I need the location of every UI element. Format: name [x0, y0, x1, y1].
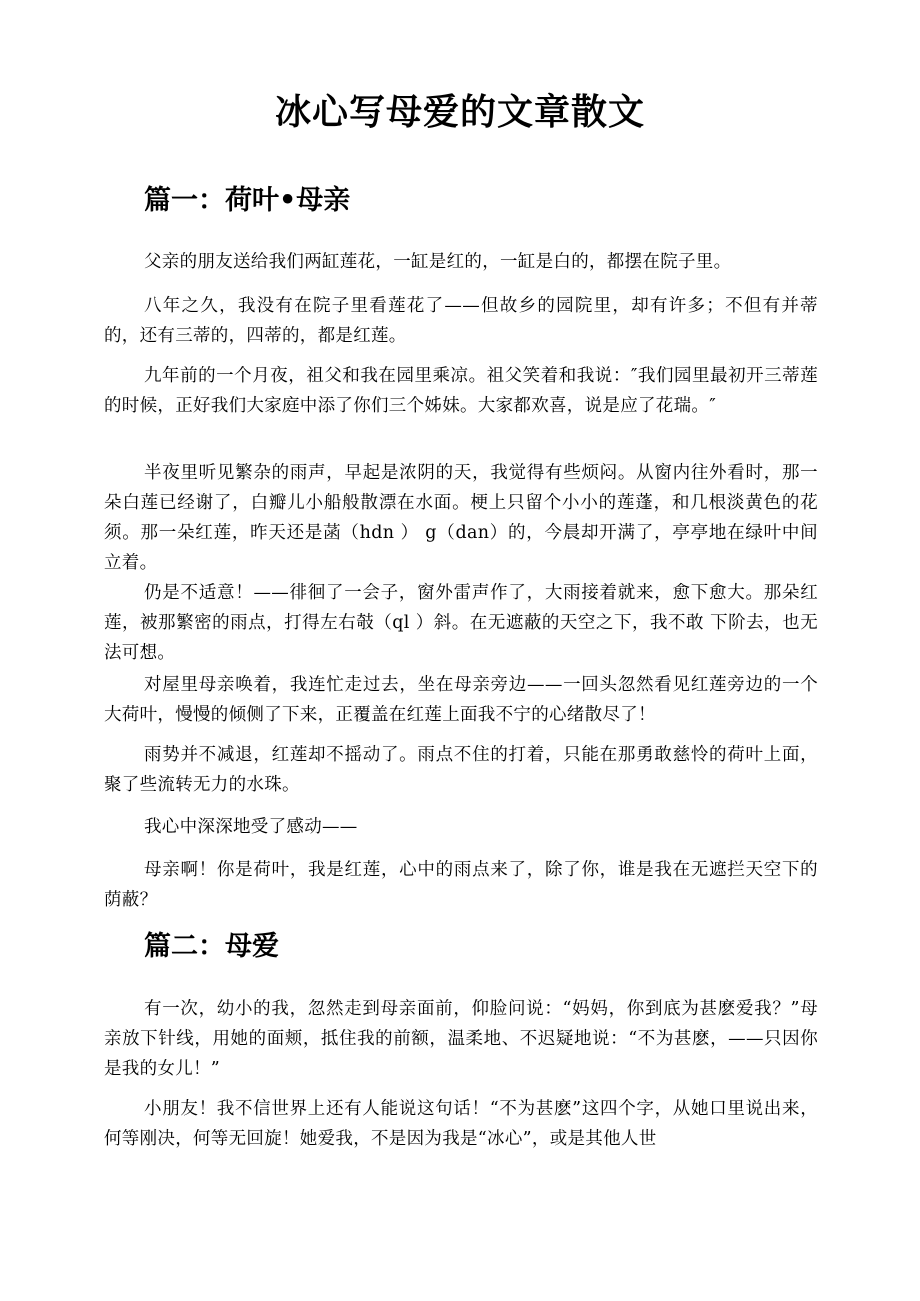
section-heading-1: 篇一：荷叶•母亲	[144, 185, 351, 216]
paragraph: 我心中深深地受了感动——	[144, 817, 358, 837]
document-title: 冰心写母爱的文章散文	[274, 91, 645, 133]
paragraph: 雨势并不减退，红莲却不摇动了。雨点不住的打着，只能在那勇敢慈怜的荷叶上面，聚了些流转无力的水珠。	[104, 745, 818, 795]
paragraph: 半夜里听见繁杂的雨声，早起是浓阴的天，我觉得有些烦闷。从窗内往外看时，那一朵白莲已经谢了，白瓣儿小船般散漂在水面。梗上只留个小小的莲蓬，和几根淡黄色的花须。那一朵红莲，昨天还是菡（hdn ） g（dan）的，今晨却开满了，亭亭地在绿叶中间立着。	[104, 463, 818, 573]
paragraph: 仍是不适意！——徘徊了一会子，窗外雷声作了，大雨接着就来，愈下愈大。那朵红莲，被那繁密的雨点，打得左右攲（ql ）斜。在无遮蔽的天空之下，我不敢 下阶去，也无法可想。	[104, 583, 818, 663]
paragraph: 小朋友！我不信世界上还有人能说这句话！“不为甚麽”这四个字，从她口里说出来，何等刚决，何等无回旋！她爱我，不是因为我是“冰心”，或是其他人世	[104, 1099, 818, 1149]
paragraph: 对屋里母亲唤着，我连忙走过去，坐在母亲旁边——一回头忽然看见红莲旁边的一个大荷叶，慢慢的倾侧了下来，正覆盖在红莲上面我不宁的心绪散尽了！	[104, 675, 818, 725]
paragraph: 有一次，幼小的我，忽然走到母亲面前，仰脸问说：“妈妈，你到底为甚麽爱我？”母亲放下针线，用她的面颊，抵住我的前额，温柔地、不迟疑地说：“不为甚麽，——只因你是我的女儿！”	[104, 999, 818, 1079]
paragraph: 九年前的一个月夜，祖父和我在园里乘凉。祖父笑着和我说：″我们园里最初开三蒂莲的时候，正好我们大家庭中添了你们三个姊妹。大家都欢喜，说是应了花瑞。″	[104, 366, 818, 416]
paragraph: 父亲的朋友送给我们两缸莲花，一缸是红的，一缸是白的，都摆在院子里。	[144, 252, 732, 272]
section-heading-2: 篇二：母爱	[144, 931, 279, 962]
paragraph: 母亲啊！你是荷叶，我是红莲，心中的雨点来了，除了你，谁是我在无遮拦天空下的荫蔽？	[104, 860, 818, 910]
paragraph: 八年之久，我没有在院子里看莲花了——但故乡的园院里，却有许多；不但有并蒂的，还有三蒂的，四蒂的，都是红莲。	[104, 296, 818, 346]
